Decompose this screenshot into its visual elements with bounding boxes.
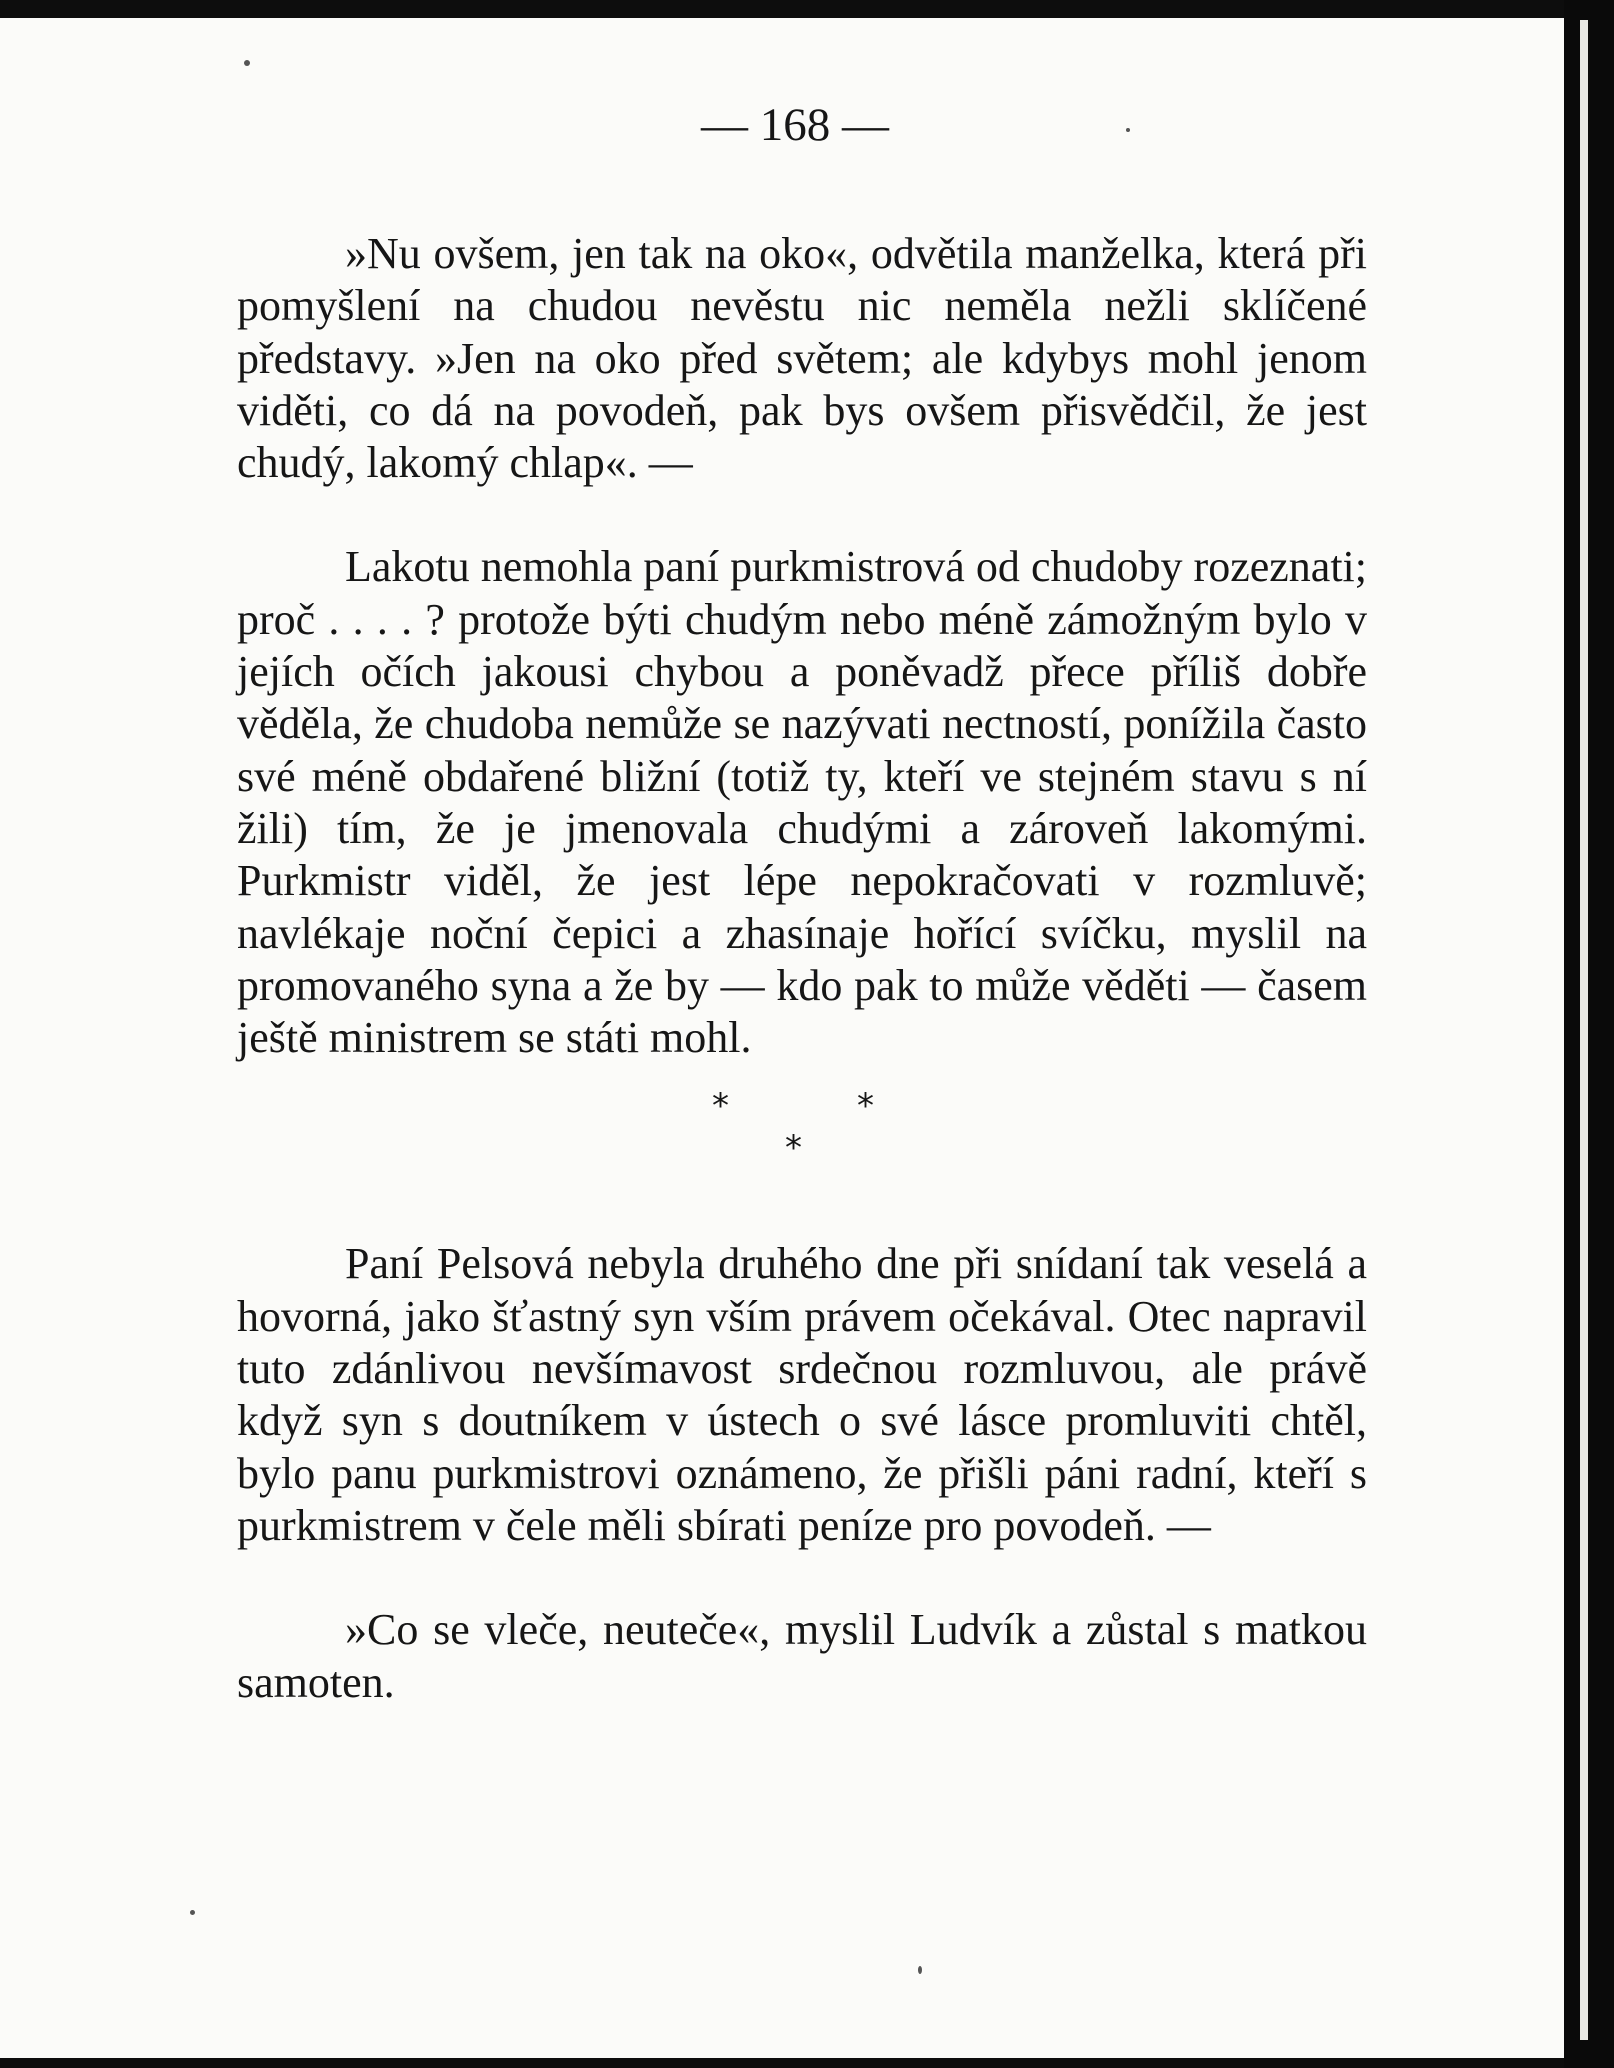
separator-asterisk: * [785,1128,802,1169]
paragraph: »Co se vleče, neuteče«, myslil Ludvík a zůstal s matkou samoten. [237,1605,1367,1707]
book-page [0,18,1564,2058]
section-separator [237,1064,1367,1238]
paper-speck [190,1910,195,1915]
separator-asterisk: * [712,1086,729,1127]
paragraph: Lakotu nemohla paní purkmistrová od chudoby rozeznati; proč . . . . ? protože býti chudým nebo méně zámožným bylo v jejích očích jakousi chybou a poněvadž přece příliš dobře věděla, že chudoba nemůže se nazývati nectností, ponížila často své méně obdařené bližní (totiž ty, kteří ve stejném stavu s ní žili) tím, že je jmenovala chudými a zároveň lakomými. Purkmistr viděl, že jest lépe nepokračovati v rozmluvě; navlékaje noční čepici a zhasínaje hořící svíčku, myslil na promovaného syna a že by — kdo pak to může věděti — časem ještě ministrem se státi mohl. [237,542,1367,1063]
text-column [237,228,1367,1709]
paper-speck [244,60,250,66]
scan-border [1564,0,1614,2068]
paragraph: »Nu ovšem, jen tak na oko«, odvětila manželka, která při pomyšlení na chudou nevěstu nic neměla nežli sklíčené představy. »Jen na oko před světem; ale kdybys mohl jenom viděti, co dá na povodeň, pak bys ovšem přisvědčil, že jest chudý, lakomý chlap«. — [237,229,1367,488]
page-number: — 168 — [701,99,889,151]
separator-asterisk: * [857,1086,874,1127]
paper-speck [918,1966,922,1974]
paragraph: Paní Pelsová nebyla druhého dne při snídaní tak veselá a hovorná, jako šťastný syn vším právem očekával. Otec napravil tuto zdánlivou nevšímavost srdečnou rozmluvou, ale právě když syn s doutníkem v ústech o své lásce promluviti chtěl, bylo panu purkmistrovi oznámeno, že přišli páni radní, kteří s purkmistrem v čele měli sbírati peníze pro povodeň. — [237,1239,1367,1550]
page-edge [1580,20,1588,2040]
paper-speck [1126,128,1130,132]
